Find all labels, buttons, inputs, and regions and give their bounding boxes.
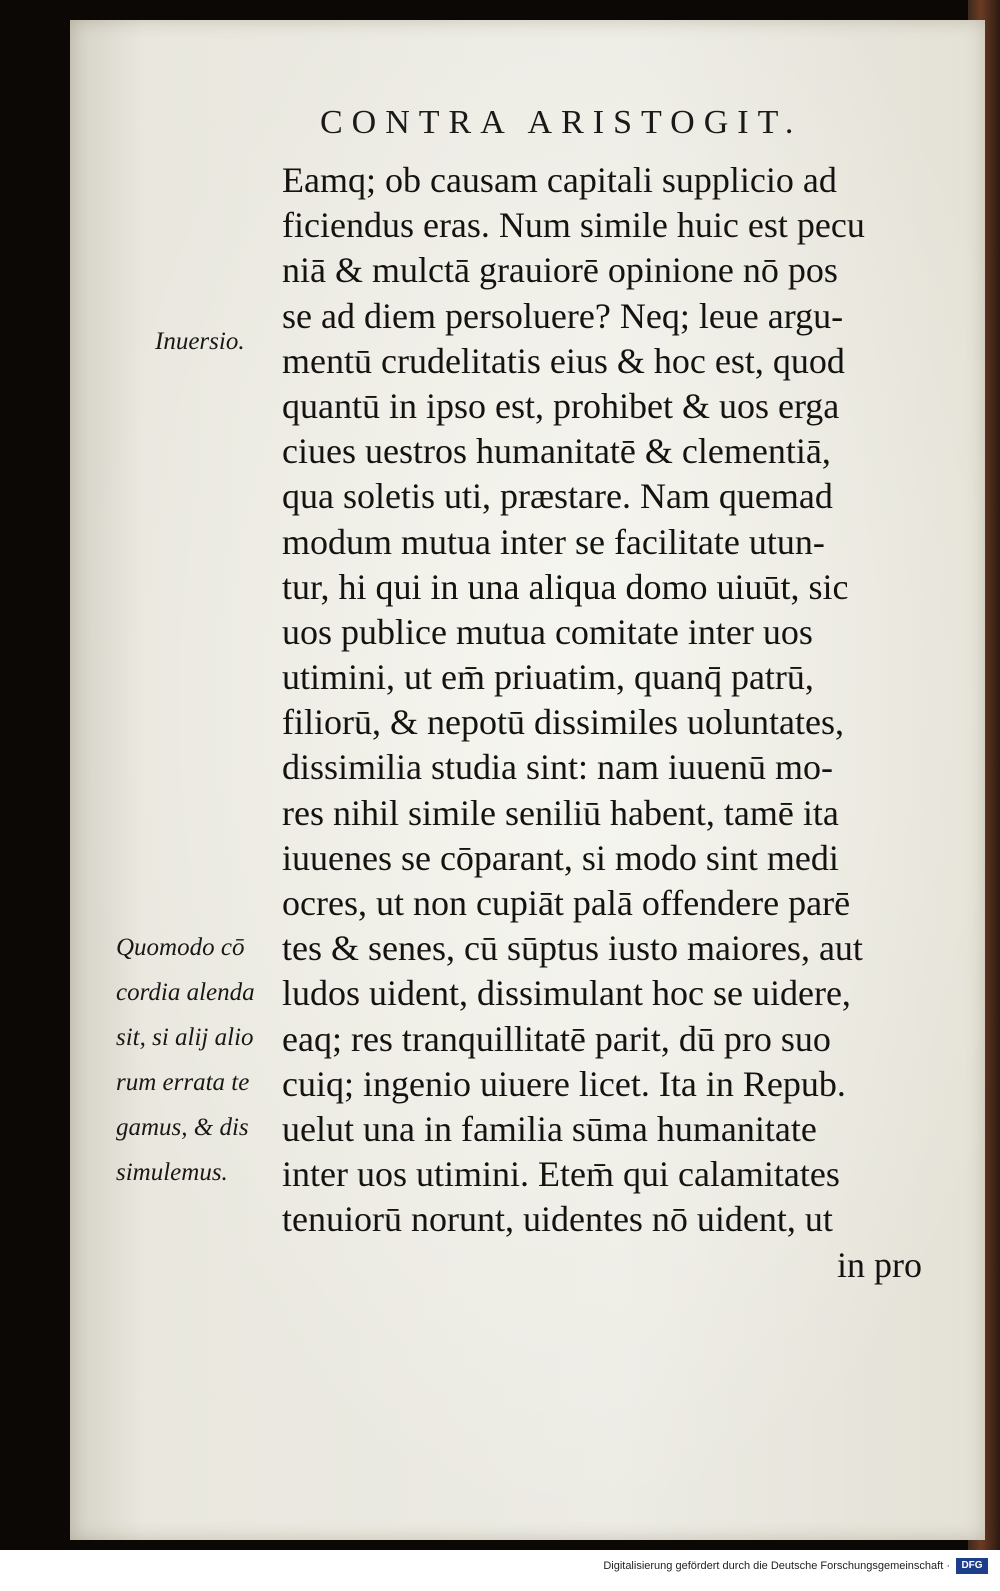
- text-line: eaq; res tranquillitatē parit, dū pro suo: [282, 1018, 831, 1059]
- text-line: tes & senes, cū sūptus iusto maiores, aut: [282, 928, 863, 969]
- marginal-note-line: sit, si alij alio: [116, 1024, 254, 1051]
- text-line: ficiendus eras. Num simile huic est pecu: [282, 205, 865, 246]
- marginal-note-line: Quomodo cō: [116, 934, 245, 961]
- text-line: ciues uestros humanitatē & clementiā,: [282, 431, 831, 472]
- funding-credit: Digitalisierung gefördert durch die Deutsche Forschungsgemeinschaft ·: [603, 1560, 950, 1572]
- text-line: uelut una in familia sūma humanitate: [282, 1108, 817, 1149]
- text-line: tenuiorū norunt, uidentes nō uident, ut: [282, 1199, 833, 1240]
- text-line: utimini, ut em̄ priuatim, quanq̄ patrū,: [282, 657, 814, 698]
- dfg-logo-icon: DFG: [956, 1558, 988, 1574]
- text-line: qua soletis uti, præstare. Nam quemad: [282, 476, 833, 517]
- marginal-note-line: gamus, & dis: [116, 1114, 249, 1141]
- text-line: Eamq; ob causam capitali supplicio ad: [282, 160, 837, 200]
- catchword: in pro: [837, 1244, 922, 1285]
- text-line: inter uos utimini. Etem̄ qui calamitates: [282, 1154, 840, 1195]
- marginal-note-line: rum errata te: [116, 1069, 250, 1096]
- text-line: iuuenes se cōparant, si modo sint medi: [282, 837, 839, 878]
- text-line: filiorū, & nepotū dissimiles uoluntates,: [282, 702, 844, 743]
- main-text-block: [282, 158, 922, 1288]
- book-page: [70, 20, 985, 1540]
- marginal-note-line: simulemus.: [116, 1159, 228, 1186]
- text-line: niā & mulctā grauiorē opinione nō pos: [282, 250, 838, 291]
- text-line: modum mutua inter se facilitate utun-: [282, 521, 825, 562]
- text-line: ocres, ut non cupiāt palā offendere parē: [282, 883, 851, 923]
- running-title: CONTRA ARISTOGIT.: [320, 104, 803, 141]
- text-line: dissimilia studia sint: nam iuuenū mo-: [282, 747, 833, 788]
- text-line: mentū crudelitatis eius & hoc est, quod: [282, 340, 845, 381]
- marginal-note-inuersio: Inuersio.: [155, 328, 245, 355]
- text-line: tur, hi qui in una aliqua domo uiuūt, sic: [282, 566, 849, 607]
- footer-bar: [0, 1550, 1000, 1591]
- text-line: quantū in ipso est, prohibet & uos erga: [282, 385, 840, 426]
- marginal-note-concordia: [116, 925, 255, 1195]
- text-line: uos publice mutua comitate inter uos: [282, 611, 813, 652]
- text-line: ludos uident, dissimulant hoc se uidere,: [282, 973, 851, 1014]
- text-line: res nihil simile seniliū habent, tamē ita: [282, 792, 839, 833]
- text-line: se ad diem persoluere? Neq; leue argu-: [282, 295, 844, 336]
- text-line: cuiq; ingenio uiuere licet. Ita in Repub.: [282, 1063, 846, 1104]
- marginal-note-line: cordia alenda: [116, 979, 255, 1006]
